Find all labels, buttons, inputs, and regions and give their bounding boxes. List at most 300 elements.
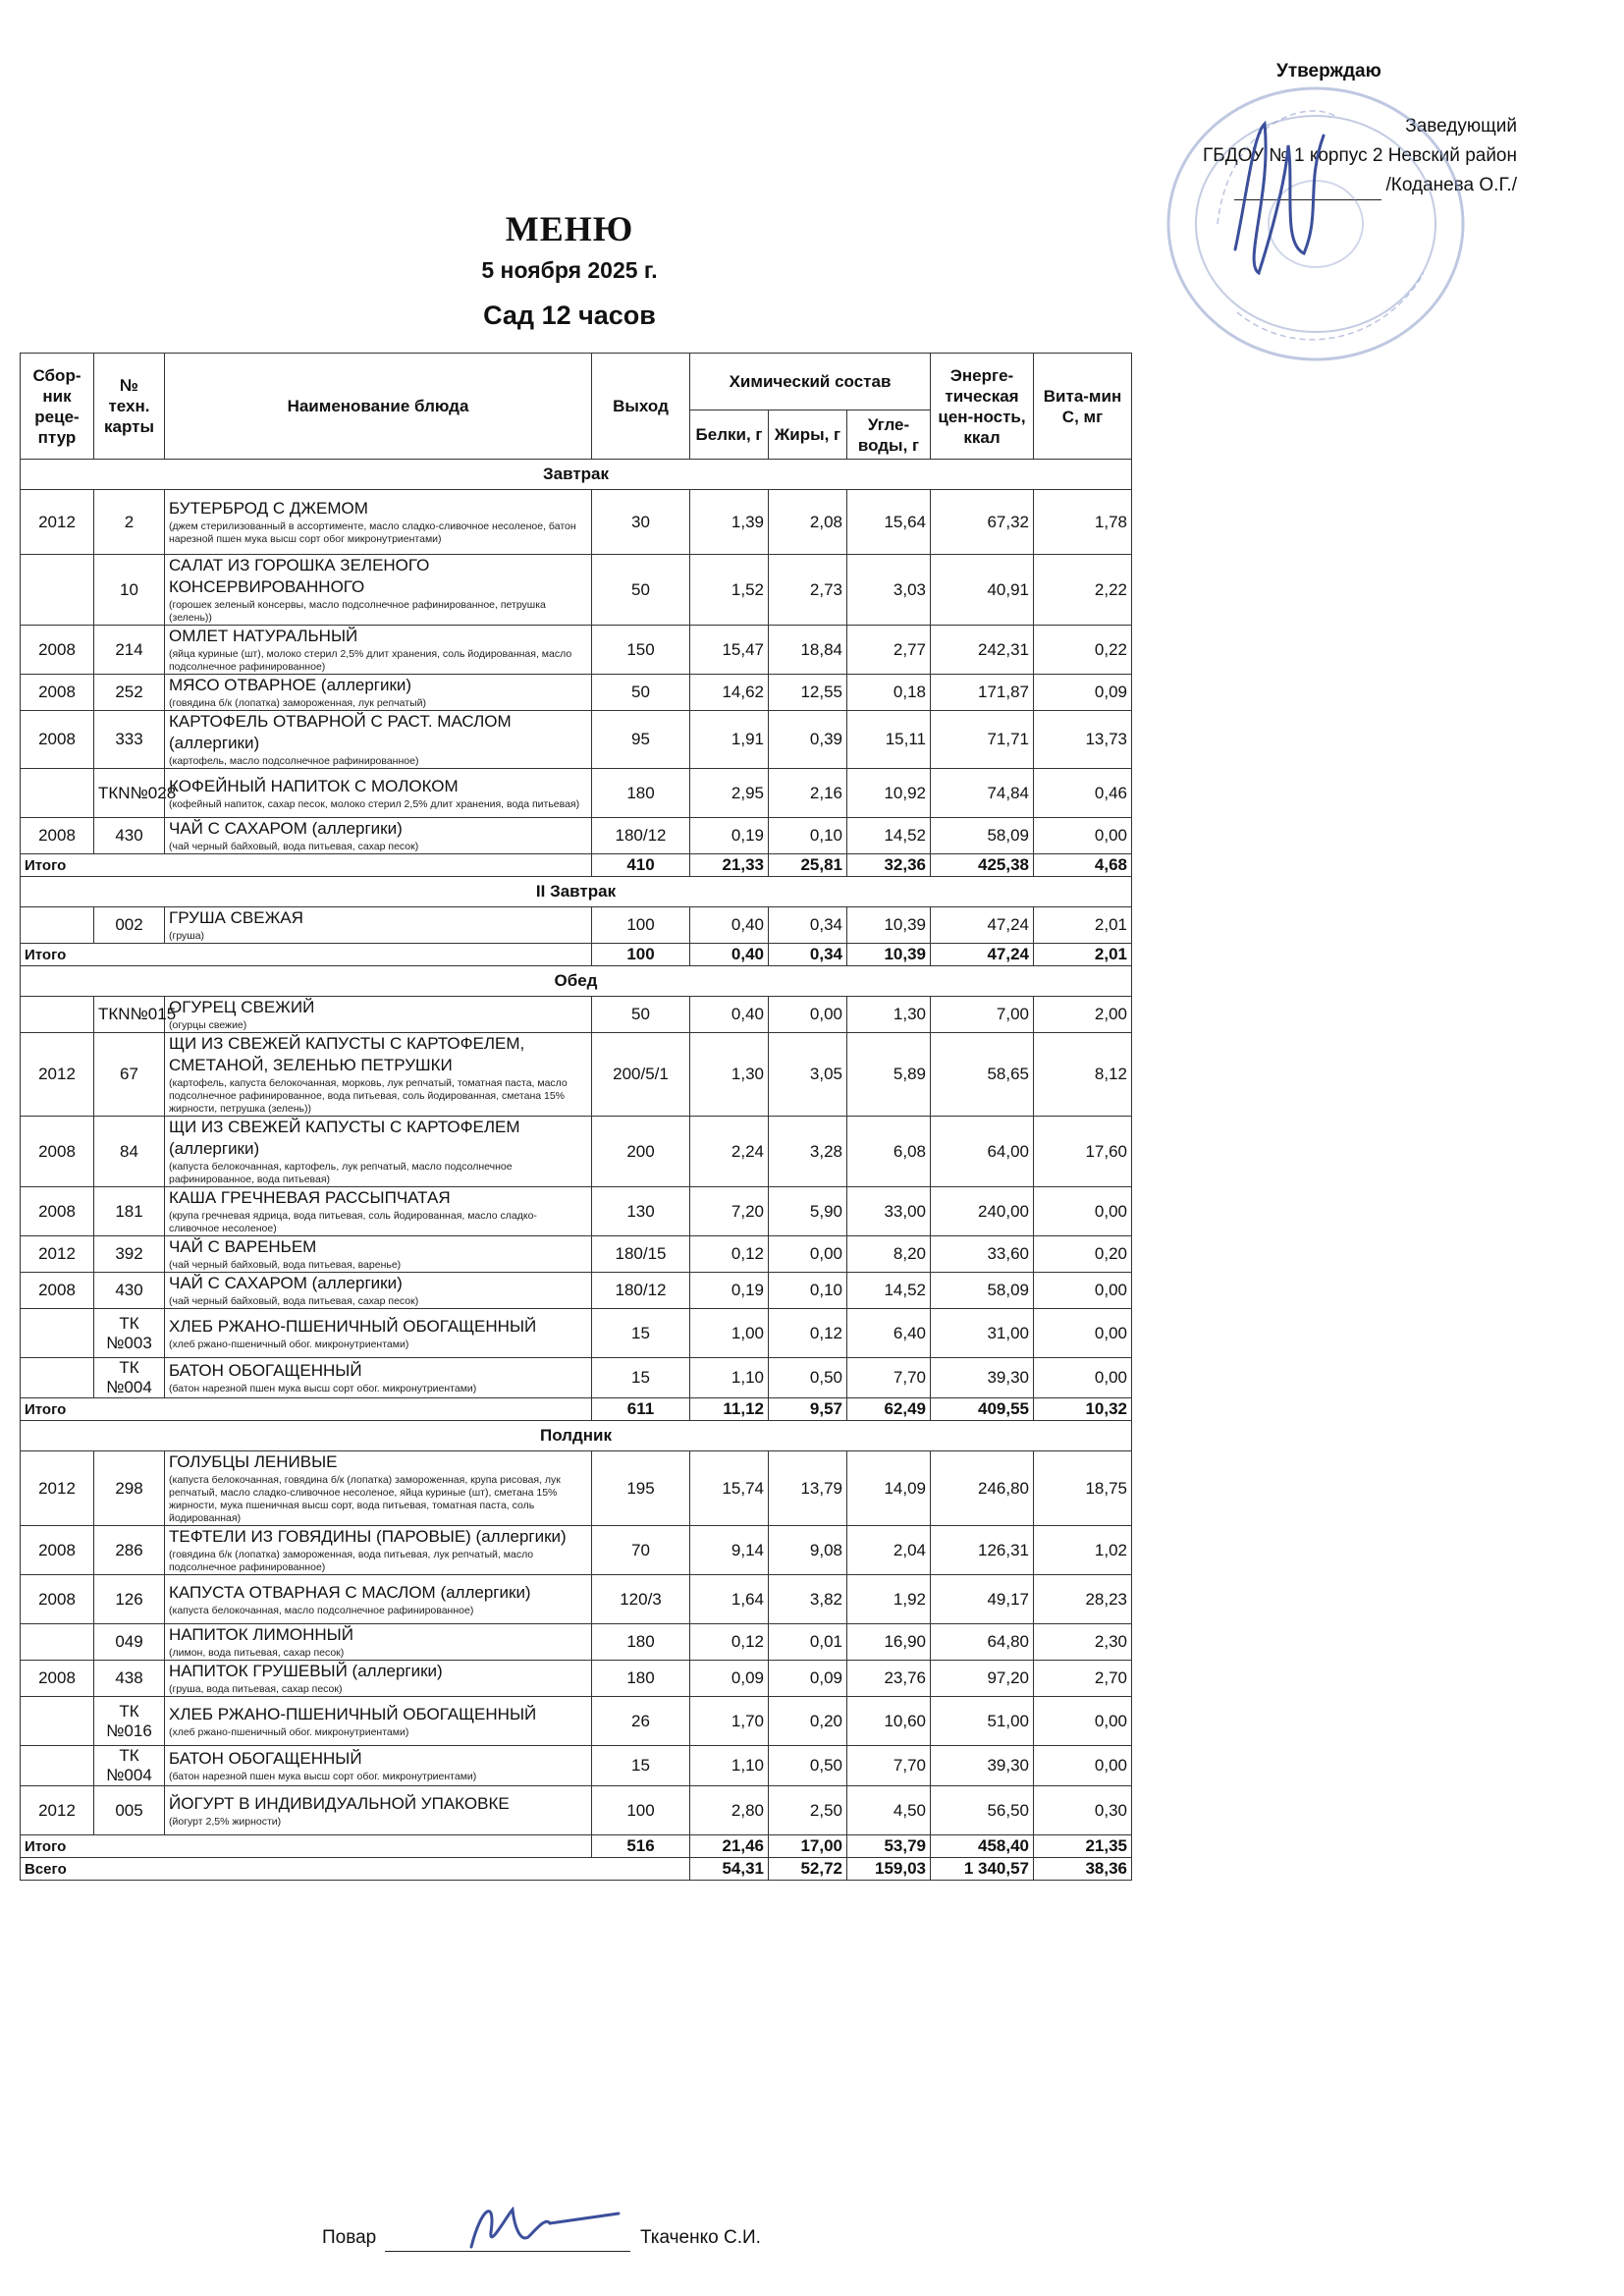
- dish-name: КОФЕЙНЫЙ НАПИТОК С МОЛОКОМ: [169, 776, 459, 795]
- dish-name-cell: [165, 997, 592, 1033]
- total-carbs: 62,49: [847, 1398, 931, 1421]
- total-vitamin-c: 21,35: [1034, 1835, 1132, 1858]
- tech-card-number: 126: [94, 1575, 165, 1624]
- total-carbs: 53,79: [847, 1835, 931, 1858]
- dish-carbs: 1,92: [847, 1575, 931, 1624]
- dish-yield: 200/5/1: [592, 1033, 690, 1117]
- dish-energy: 97,20: [931, 1661, 1034, 1697]
- dish-ingredients: (хлеб ржано-пшеничный обог. микронутриентами): [169, 1725, 409, 1738]
- dish-row: [21, 711, 1132, 769]
- dish-carbs: 6,08: [847, 1117, 931, 1187]
- dish-name-cell: [165, 907, 592, 944]
- tech-card-number: ТК №003: [94, 1309, 165, 1358]
- recipe-collection: [21, 1624, 94, 1661]
- dish-fat: 3,28: [769, 1117, 847, 1187]
- section-title: Завтрак: [21, 460, 1132, 490]
- dish-fat: 3,05: [769, 1033, 847, 1117]
- dish-row: [21, 1236, 1132, 1273]
- dish-name-cell: [165, 1697, 592, 1746]
- section-total-row: [21, 944, 1132, 966]
- recipe-collection: 2008: [21, 1273, 94, 1309]
- dish-carbs: 10,60: [847, 1697, 931, 1746]
- dish-row: [21, 1187, 1132, 1236]
- recipe-collection: 2008: [21, 1661, 94, 1697]
- dish-vitamin-c: 1,78: [1034, 490, 1132, 555]
- dish-protein: 15,74: [690, 1451, 769, 1526]
- recipe-collection: [21, 1309, 94, 1358]
- recipe-collection: 2012: [21, 1451, 94, 1526]
- dish-row: [21, 1309, 1132, 1358]
- dish-vitamin-c: 2,00: [1034, 997, 1132, 1033]
- dish-fat: 2,16: [769, 769, 847, 818]
- total-energy: 47,24: [931, 944, 1034, 966]
- dish-ingredients: (капуста белокочанная, говядина б/к (лопатка) замороженная, крупа рисовая, лук репчатый, масло сладко-сливочное несоленое, яйца куриные (шт), сметана 15% жирности, мука пшеничная высш сорт, вода питьевая, томатная паста, соль йодированная): [169, 1474, 561, 1524]
- total-vitamin-c: 10,32: [1034, 1398, 1132, 1421]
- total-carbs: 10,39: [847, 944, 931, 966]
- dish-energy: 7,00: [931, 997, 1034, 1033]
- dish-yield: 95: [592, 711, 690, 769]
- grand-total-label: Всего: [21, 1858, 690, 1881]
- section-header-row: [21, 460, 1132, 490]
- dish-ingredients: (горошек зеленый консервы, масло подсолнечное рафинированное, петрушка (зелень)): [169, 599, 546, 624]
- dish-energy: 67,32: [931, 490, 1034, 555]
- dish-row: [21, 818, 1132, 854]
- tech-card-number: ТКN№015: [94, 997, 165, 1033]
- dish-vitamin-c: 0,09: [1034, 675, 1132, 711]
- dish-row: [21, 1661, 1132, 1697]
- dish-ingredients: (батон нарезной пшен мука высш сорт обог. микронутриентами): [169, 1771, 477, 1782]
- total-protein: 21,46: [690, 1835, 769, 1858]
- dish-yield: 120/3: [592, 1575, 690, 1624]
- dish-protein: 15,47: [690, 626, 769, 675]
- dish-fat: 0,39: [769, 711, 847, 769]
- dish-carbs: 15,64: [847, 490, 931, 555]
- dish-row: [21, 1624, 1132, 1661]
- dish-energy: 64,80: [931, 1624, 1034, 1661]
- dish-vitamin-c: 0,20: [1034, 1236, 1132, 1273]
- total-label: Итого: [21, 854, 592, 877]
- tech-card-number: ТК №004: [94, 1358, 165, 1398]
- dish-yield: 100: [592, 1786, 690, 1835]
- dish-row: [21, 1451, 1132, 1526]
- dish-ingredients: (чай черный байховый, вода питьевая, варенье): [169, 1259, 402, 1271]
- col-header-fat: Жиры, г: [769, 410, 847, 460]
- dish-name-cell: [165, 1661, 592, 1697]
- dish-fat: 0,01: [769, 1624, 847, 1661]
- total-label: Итого: [21, 1398, 592, 1421]
- dish-ingredients: (капуста белокочанная, масло подсолнечное рафинированное): [169, 1604, 474, 1616]
- dish-name: ЙОГУРТ В ИНДИВИДУАЛЬНОЙ УПАКОВКЕ: [169, 1793, 510, 1813]
- approver-position: Заведующий: [1405, 116, 1517, 137]
- dish-ingredients: (огурцы свежие): [169, 1019, 247, 1031]
- total-yield: 611: [592, 1398, 690, 1421]
- dish-yield: 130: [592, 1187, 690, 1236]
- dish-row: [21, 490, 1132, 555]
- dish-energy: 242,31: [931, 626, 1034, 675]
- recipe-collection: [21, 769, 94, 818]
- dish-name-cell: [165, 818, 592, 854]
- dish-name: ТЕФТЕЛИ ИЗ ГОВЯДИНЫ (ПАРОВЫЕ) (аллергики): [169, 1527, 567, 1546]
- dish-vitamin-c: 2,22: [1034, 555, 1132, 626]
- tech-card-number: 002: [94, 907, 165, 944]
- dish-yield: 180/12: [592, 818, 690, 854]
- dish-ingredients: (чай черный байховый, вода питьевая, сахар песок): [169, 841, 419, 852]
- dish-name: НАПИТОК ГРУШЕВЫЙ (аллергики): [169, 1662, 443, 1680]
- dish-name-cell: [165, 769, 592, 818]
- total-protein: 0,40: [690, 944, 769, 966]
- dish-fat: 0,20: [769, 1697, 847, 1746]
- dish-energy: 47,24: [931, 907, 1034, 944]
- approval-label: Утверждаю: [1276, 61, 1381, 82]
- section-total-row: [21, 1835, 1132, 1858]
- grand-total-carbs: 159,03: [847, 1858, 931, 1881]
- dish-carbs: 0,18: [847, 675, 931, 711]
- recipe-collection: 2008: [21, 1117, 94, 1187]
- dish-yield: 180/15: [592, 1236, 690, 1273]
- page-title: МЕНЮ: [505, 209, 634, 248]
- dish-energy: 40,91: [931, 555, 1034, 626]
- dish-name-cell: [165, 490, 592, 555]
- col-header-carbs: Угле-воды, г: [847, 410, 931, 460]
- dish-vitamin-c: 18,75: [1034, 1451, 1132, 1526]
- dish-name: КАША ГРЕЧНЕВАЯ РАССЫПЧАТАЯ: [169, 1188, 451, 1207]
- dish-name-cell: [165, 1575, 592, 1624]
- recipe-collection: 2008: [21, 1187, 94, 1236]
- dish-energy: 58,09: [931, 818, 1034, 854]
- dish-protein: 1,00: [690, 1309, 769, 1358]
- tech-card-number: 430: [94, 1273, 165, 1309]
- dish-row: [21, 1117, 1132, 1187]
- dish-fat: 0,00: [769, 1236, 847, 1273]
- dish-row: [21, 1746, 1132, 1786]
- dish-fat: 18,84: [769, 626, 847, 675]
- dish-row: [21, 555, 1132, 626]
- dish-row: [21, 1273, 1132, 1309]
- dish-name-cell: [165, 1624, 592, 1661]
- section-title: II Завтрак: [21, 877, 1132, 907]
- tech-card-number: ТК №004: [94, 1746, 165, 1786]
- dish-carbs: 6,40: [847, 1309, 931, 1358]
- dish-energy: 39,30: [931, 1746, 1034, 1786]
- dish-ingredients: (капуста белокочанная, картофель, лук репчатый, масло подсолнечное рафинированное, вода питьевая): [169, 1161, 513, 1185]
- dish-protein: 1,70: [690, 1697, 769, 1746]
- dish-protein: 2,95: [690, 769, 769, 818]
- dish-name: ГОЛУБЦЫ ЛЕНИВЫЕ: [169, 1452, 338, 1471]
- dish-name: БУТЕРБРОД С ДЖЕМОМ: [169, 499, 368, 518]
- dish-row: [21, 675, 1132, 711]
- dish-energy: 71,71: [931, 711, 1034, 769]
- cook-signature: [452, 2188, 628, 2267]
- dish-row: [21, 1526, 1132, 1575]
- tech-card-number: 430: [94, 818, 165, 854]
- dish-vitamin-c: 0,00: [1034, 1697, 1132, 1746]
- grand-total-energy: 1 340,57: [931, 1858, 1034, 1881]
- dish-protein: 2,80: [690, 1786, 769, 1835]
- dish-vitamin-c: 0,22: [1034, 626, 1132, 675]
- dish-energy: 74,84: [931, 769, 1034, 818]
- dish-row: [21, 769, 1132, 818]
- dish-yield: 150: [592, 626, 690, 675]
- tech-card-number: 392: [94, 1236, 165, 1273]
- dish-yield: 50: [592, 675, 690, 711]
- tech-card-number: 10: [94, 555, 165, 626]
- dish-vitamin-c: 1,02: [1034, 1526, 1132, 1575]
- dish-yield: 100: [592, 907, 690, 944]
- menu-table: [20, 353, 1132, 1881]
- dish-energy: 31,00: [931, 1309, 1034, 1358]
- dish-fat: 0,50: [769, 1358, 847, 1398]
- dish-yield: 15: [592, 1746, 690, 1786]
- dish-fat: 2,50: [769, 1786, 847, 1835]
- recipe-collection: [21, 1746, 94, 1786]
- dish-vitamin-c: 0,00: [1034, 1358, 1132, 1398]
- dish-vitamin-c: 0,00: [1034, 818, 1132, 854]
- dish-name: ЧАЙ С САХАРОМ (аллергики): [169, 819, 403, 838]
- dish-carbs: 2,77: [847, 626, 931, 675]
- dish-name-cell: [165, 1451, 592, 1526]
- total-protein: 11,12: [690, 1398, 769, 1421]
- tech-card-number: 298: [94, 1451, 165, 1526]
- dish-fat: 3,82: [769, 1575, 847, 1624]
- total-fat: 25,81: [769, 854, 847, 877]
- dish-yield: 180/12: [592, 1273, 690, 1309]
- dish-name-cell: [165, 1236, 592, 1273]
- dish-protein: 0,40: [690, 907, 769, 944]
- dish-carbs: 14,09: [847, 1451, 931, 1526]
- dish-ingredients: (картофель, капуста белокочанная, морковь, лук репчатый, томатная паста, масло подсолнечное рафинированное, вода питьевая, соль йодированная, сметана 15% жирности, петрушка (зелень)): [169, 1077, 568, 1115]
- dish-vitamin-c: 2,01: [1034, 907, 1132, 944]
- dish-ingredients: (говядина б/к (лопатка) замороженная, вода питьевая, лук репчатый, масло подсолнечное рафинированное): [169, 1549, 534, 1573]
- dish-energy: 58,09: [931, 1273, 1034, 1309]
- tech-card-number: 2: [94, 490, 165, 555]
- dish-name: МЯСО ОТВАРНОЕ (аллергики): [169, 676, 412, 694]
- recipe-collection: 2008: [21, 711, 94, 769]
- dish-protein: 0,19: [690, 1273, 769, 1309]
- tech-card-number: 005: [94, 1786, 165, 1835]
- dish-energy: 58,65: [931, 1033, 1034, 1117]
- dish-row: [21, 626, 1132, 675]
- dish-row: [21, 907, 1132, 944]
- dish-name: ГРУША СВЕЖАЯ: [169, 908, 303, 927]
- dish-name-cell: [165, 711, 592, 769]
- total-yield: 100: [592, 944, 690, 966]
- dish-protein: 1,64: [690, 1575, 769, 1624]
- dish-carbs: 16,90: [847, 1624, 931, 1661]
- total-label: Итого: [21, 944, 592, 966]
- dish-vitamin-c: 8,12: [1034, 1033, 1132, 1117]
- dish-name-cell: [165, 555, 592, 626]
- grand-total-vitamin-c: 38,36: [1034, 1858, 1132, 1881]
- total-vitamin-c: 4,68: [1034, 854, 1132, 877]
- dish-fat: 0,09: [769, 1661, 847, 1697]
- dish-protein: 1,10: [690, 1358, 769, 1398]
- dish-ingredients: (джем стерилизованный в ассортименте, масло сладко-сливочное несоленое, батон нарезной пшен мука высш сорт обог микронутриентами): [169, 520, 576, 545]
- dish-yield: 180: [592, 1624, 690, 1661]
- total-energy: 425,38: [931, 854, 1034, 877]
- dish-yield: 200: [592, 1117, 690, 1187]
- dish-energy: 39,30: [931, 1358, 1034, 1398]
- recipe-collection: 2012: [21, 490, 94, 555]
- recipe-collection: 2008: [21, 818, 94, 854]
- dish-protein: 1,10: [690, 1746, 769, 1786]
- section-header-row: [21, 877, 1132, 907]
- dish-name: САЛАТ ИЗ ГОРОШКА ЗЕЛЕНОГО КОНСЕРВИРОВАННОГО: [169, 556, 430, 596]
- dish-name: ЩИ ИЗ СВЕЖЕЙ КАПУСТЫ С КАРТОФЕЛЕМ (аллергики): [169, 1118, 520, 1158]
- approver-name: /Коданева О.Г./: [1385, 175, 1517, 195]
- recipe-collection: 2008: [21, 1526, 94, 1575]
- dish-yield: 195: [592, 1451, 690, 1526]
- tech-card-number: ТКN№028: [94, 769, 165, 818]
- dish-ingredients: (йогурт 2,5% жирности): [169, 1815, 282, 1828]
- dish-energy: 64,00: [931, 1117, 1034, 1187]
- dish-protein: 9,14: [690, 1526, 769, 1575]
- dish-ingredients: (крупа гречневая ядрица, вода питьевая, соль йодированная, масло сладко-сливочное несоленое): [169, 1210, 537, 1234]
- dish-fat: 9,08: [769, 1526, 847, 1575]
- dish-fat: 13,79: [769, 1451, 847, 1526]
- menu-date: 5 ноября 2025 г.: [481, 257, 658, 283]
- dish-ingredients: (говядина б/к (лопатка) замороженная, лук репчатый): [169, 697, 426, 709]
- dish-name-cell: [165, 1117, 592, 1187]
- section-total-row: [21, 854, 1132, 877]
- dish-row: [21, 1575, 1132, 1624]
- dish-carbs: 23,76: [847, 1661, 931, 1697]
- dish-ingredients: (батон нарезной пшен мука высш сорт обог. микронутриентами): [169, 1383, 477, 1394]
- recipe-collection: [21, 1358, 94, 1398]
- dish-name: ХЛЕБ РЖАНО-ПШЕНИЧНЫЙ ОБОГАЩЕННЫЙ: [169, 1316, 537, 1336]
- dish-vitamin-c: 0,46: [1034, 769, 1132, 818]
- dish-yield: 180: [592, 769, 690, 818]
- dish-name-cell: [165, 675, 592, 711]
- dish-ingredients: (хлеб ржано-пшеничный обог. микронутриентами): [169, 1338, 409, 1350]
- dish-energy: 33,60: [931, 1236, 1034, 1273]
- recipe-collection: 2008: [21, 1575, 94, 1624]
- total-fat: 0,34: [769, 944, 847, 966]
- tech-card-number: 286: [94, 1526, 165, 1575]
- dish-name: БАТОН ОБОГАЩЕННЫЙ: [169, 1749, 362, 1768]
- grand-total-fat: 52,72: [769, 1858, 847, 1881]
- dish-protein: 1,52: [690, 555, 769, 626]
- dish-protein: 1,30: [690, 1033, 769, 1117]
- recipe-collection: [21, 555, 94, 626]
- dish-yield: 26: [592, 1697, 690, 1746]
- dish-protein: 2,24: [690, 1117, 769, 1187]
- recipe-collection: 2008: [21, 626, 94, 675]
- dish-yield: 50: [592, 555, 690, 626]
- dish-name-cell: [165, 1526, 592, 1575]
- tech-card-number: ТК №016: [94, 1697, 165, 1746]
- dish-protein: 14,62: [690, 675, 769, 711]
- tech-card-number: 84: [94, 1117, 165, 1187]
- recipe-collection: 2012: [21, 1786, 94, 1835]
- total-protein: 21,33: [690, 854, 769, 877]
- dish-name-cell: [165, 626, 592, 675]
- dish-ingredients: (чай черный байховый, вода питьевая, сахар песок): [169, 1295, 419, 1307]
- cook-label: Повар: [322, 2227, 377, 2248]
- dish-ingredients: (кофейный напиток, сахар песок, молоко стерил 2,5% длит хранения, вода питьевая): [169, 797, 580, 810]
- col-header-chem: Химический состав: [690, 354, 931, 410]
- dish-vitamin-c: 2,30: [1034, 1624, 1132, 1661]
- dish-ingredients: (груша): [169, 930, 205, 942]
- dish-carbs: 2,04: [847, 1526, 931, 1575]
- dish-fat: 0,34: [769, 907, 847, 944]
- recipe-collection: [21, 997, 94, 1033]
- dish-vitamin-c: 17,60: [1034, 1117, 1132, 1187]
- total-fat: 9,57: [769, 1398, 847, 1421]
- dish-energy: 51,00: [931, 1697, 1034, 1746]
- col-header-energy: Энерге-тическая цен-ность, ккал: [931, 354, 1034, 460]
- dish-name: ЧАЙ С ВАРЕНЬЕМ: [169, 1237, 317, 1256]
- dish-carbs: 14,52: [847, 818, 931, 854]
- dish-protein: 1,39: [690, 490, 769, 555]
- tech-card-number: 438: [94, 1661, 165, 1697]
- dish-vitamin-c: 0,00: [1034, 1273, 1132, 1309]
- total-label: Итого: [21, 1835, 592, 1858]
- recipe-collection: [21, 907, 94, 944]
- dish-name-cell: [165, 1786, 592, 1835]
- col-header-dish: Наименование блюда: [165, 354, 592, 460]
- col-header-protein: Белки, г: [690, 410, 769, 460]
- dish-ingredients: (картофель, масло подсолнечное рафинированное): [169, 755, 419, 767]
- dish-name-cell: [165, 1358, 592, 1398]
- dish-protein: 1,91: [690, 711, 769, 769]
- dish-vitamin-c: 0,00: [1034, 1187, 1132, 1236]
- dish-row: [21, 1033, 1132, 1117]
- dish-name-cell: [165, 1746, 592, 1786]
- dish-row: [21, 1786, 1132, 1835]
- dish-carbs: 10,39: [847, 907, 931, 944]
- dish-fat: 0,10: [769, 818, 847, 854]
- dish-yield: 70: [592, 1526, 690, 1575]
- section-header-row: [21, 966, 1132, 997]
- dish-name-cell: [165, 1309, 592, 1358]
- dish-name: КАРТОФЕЛЬ ОТВАРНОЙ С РАСТ. МАСЛОМ (аллергики): [169, 712, 512, 752]
- dish-carbs: 15,11: [847, 711, 931, 769]
- dish-protein: 0,12: [690, 1236, 769, 1273]
- dish-yield: 180: [592, 1661, 690, 1697]
- dish-carbs: 10,92: [847, 769, 931, 818]
- col-header-vitc: Вита-мин С, мг: [1034, 354, 1132, 460]
- dish-carbs: 4,50: [847, 1786, 931, 1835]
- tech-card-number: 252: [94, 675, 165, 711]
- dish-energy: 56,50: [931, 1786, 1034, 1835]
- dish-fat: 12,55: [769, 675, 847, 711]
- dish-protein: 0,40: [690, 997, 769, 1033]
- col-header-yield: Выход: [592, 354, 690, 460]
- dish-row: [21, 1697, 1132, 1746]
- dish-fat: 0,50: [769, 1746, 847, 1786]
- section-title: Обед: [21, 966, 1132, 997]
- recipe-collection: 2008: [21, 675, 94, 711]
- dish-row: [21, 997, 1132, 1033]
- dish-vitamin-c: 13,73: [1034, 711, 1132, 769]
- tech-card-number: 181: [94, 1187, 165, 1236]
- total-yield: 410: [592, 854, 690, 877]
- section-header-row: [21, 1421, 1132, 1451]
- dish-energy: 171,87: [931, 675, 1034, 711]
- dish-ingredients: (груша, вода питьевая, сахар песок): [169, 1683, 343, 1695]
- dish-vitamin-c: 28,23: [1034, 1575, 1132, 1624]
- dish-name: КАПУСТА ОТВАРНАЯ С МАСЛОМ (аллергики): [169, 1582, 531, 1602]
- dish-energy: 240,00: [931, 1187, 1034, 1236]
- dish-energy: 49,17: [931, 1575, 1034, 1624]
- tech-card-number: 214: [94, 626, 165, 675]
- dish-carbs: 7,70: [847, 1746, 931, 1786]
- dish-carbs: 7,70: [847, 1358, 931, 1398]
- total-vitamin-c: 2,01: [1034, 944, 1132, 966]
- dish-name: ОГУРЕЦ СВЕЖИЙ: [169, 998, 315, 1016]
- dish-yield: 50: [592, 997, 690, 1033]
- dish-energy: 126,31: [931, 1526, 1034, 1575]
